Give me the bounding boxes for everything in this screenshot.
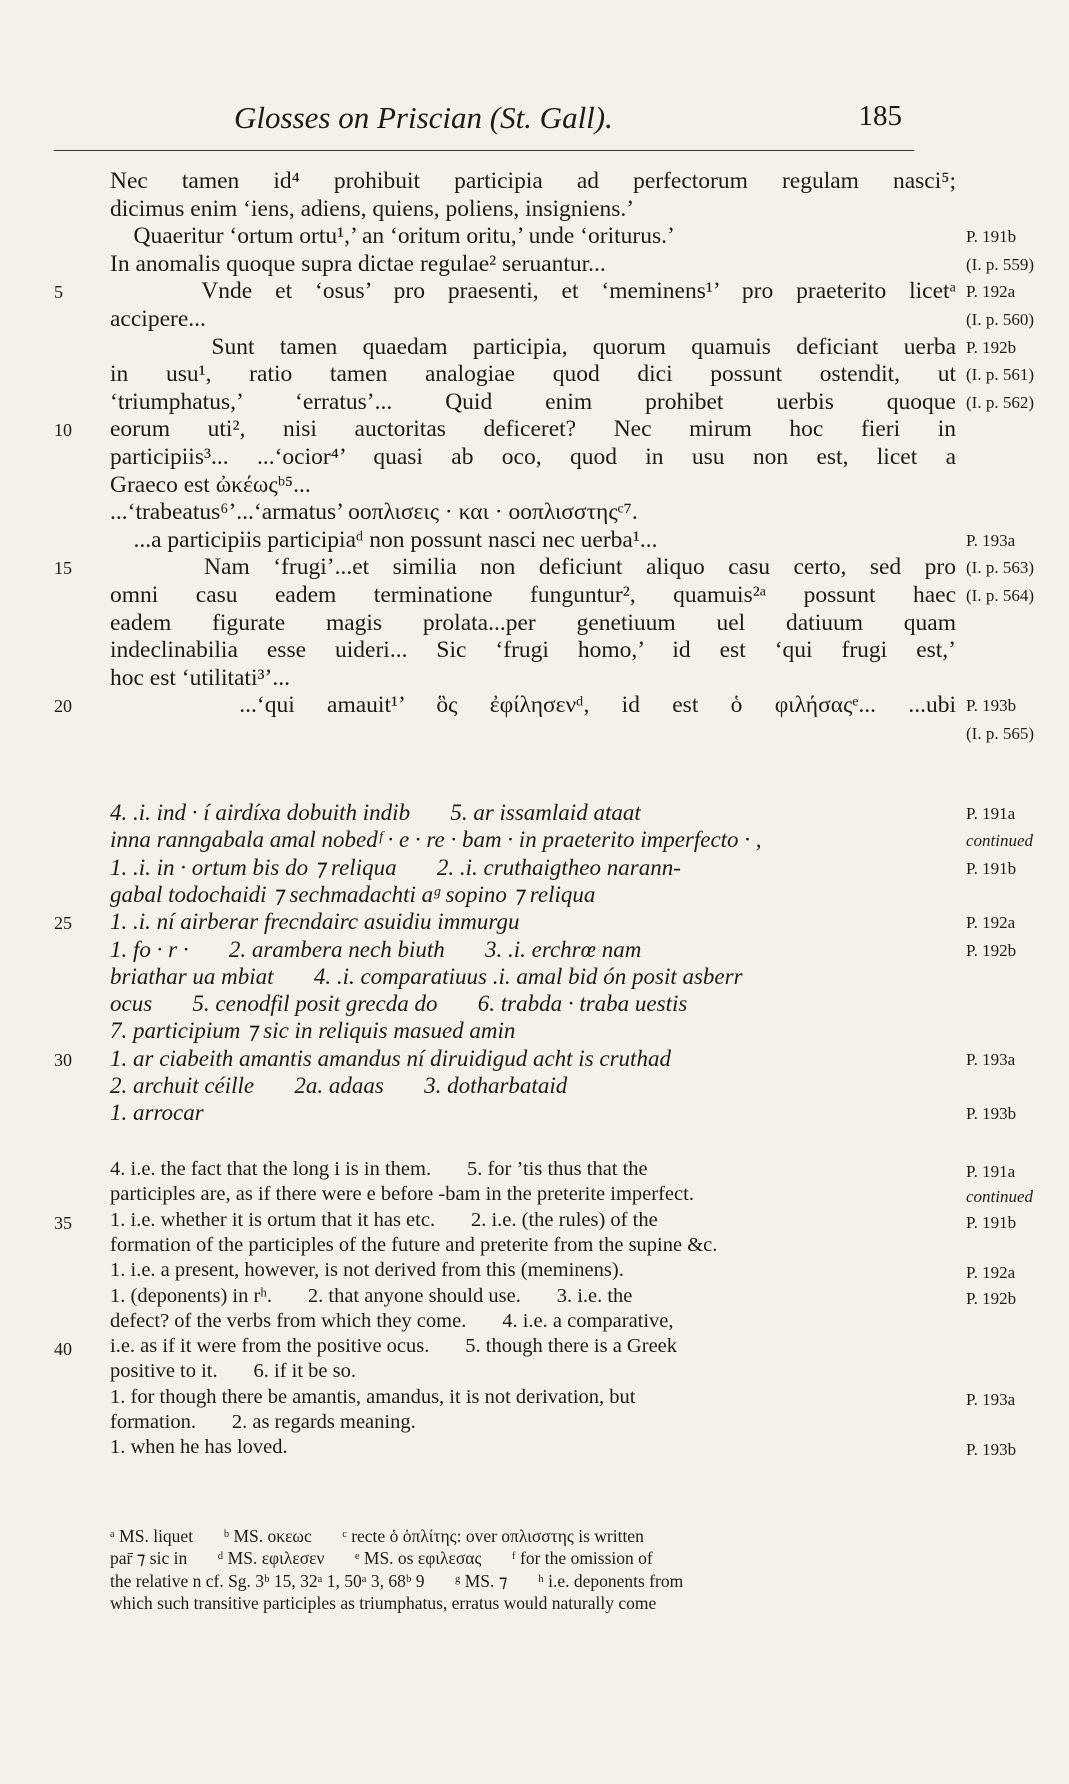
margin-reference: P. 193a bbox=[966, 1389, 1016, 1409]
line-text: ...‘trabeatus⁶’...‘armatus’ οοπλισεις · και · οοπλισστηςᶜ⁷. bbox=[110, 499, 638, 526]
margin-reference: P. 191b bbox=[966, 227, 1017, 247]
line-text: 1. .i. in · ortum bis do ⁊ reliqua 2. .i. cruthaigtheo narann- bbox=[110, 854, 681, 880]
line-text: ‘triumphatus,’ ‘erratus’... Quid enim prohibet uerbis quoque bbox=[110, 388, 956, 415]
line-text: 4. .i. ind · í airdíxa dobuith indib 5. ar issamlaid ataat bbox=[110, 800, 641, 825]
line-text: 4. i.e. the fact that the long i is in them. 5. for ’tis thus that the bbox=[110, 1158, 648, 1180]
line-number: 5 bbox=[54, 282, 63, 303]
line-text: dicimus enim ‘iens, adiens, quiens, poliens, insigniens.’ bbox=[110, 195, 635, 222]
margin-reference: P. 192b bbox=[966, 337, 1017, 357]
line-text: eadem figurate magis prolata...per genetiuum uel datiuum quam bbox=[110, 609, 956, 636]
margin-reference: P. 192a bbox=[966, 913, 1016, 933]
line-text: ...a participiis participiaᵈ non possunt nasci nec uerba¹... bbox=[110, 526, 658, 553]
line-text: formation of the participles of the future and preterite from the supine &c. bbox=[110, 1233, 718, 1256]
margin-reference: P. 192a bbox=[966, 1263, 1016, 1283]
margin-reference: P. 191a bbox=[966, 804, 1016, 823]
line-text: i.e. as if it were from the positive ocus. 5. though there is a Greek bbox=[110, 1335, 678, 1358]
line-text: Nam ‘frugi’...et similia non deficiunt aliquo casu certo, sed pro bbox=[110, 554, 956, 581]
running-header bbox=[54, 100, 914, 144]
line-text: 2. archuit céille 2a. adaas 3. dotharbataid bbox=[110, 1073, 568, 1098]
margin-reference: continued bbox=[966, 831, 1034, 851]
line-text: Nec tamen id⁴ prohibuit participia ad perfectorum regulam nasci⁵; bbox=[110, 168, 956, 194]
line-text: Graeco est ὠκέωςᵇ⁵... bbox=[110, 471, 311, 498]
margin-reference: (I. p. 560) bbox=[966, 310, 1034, 329]
line-text: ᵃ MS. liquet ᵇ MS. οκεωc ᶜ recte ὁ ὁπλίτης: over οπλισστης is written bbox=[110, 1526, 644, 1546]
line-text: 1. arrocar bbox=[110, 1100, 204, 1126]
line-text: indeclinabilia esse uideri... Sic ‘frugi homo,’ id est ‘qui frugi est,’ bbox=[110, 637, 956, 664]
line-text: In anomalis quoque supra dictae regulae² seruantur... bbox=[110, 250, 606, 277]
margin-reference: (I. p. 563) bbox=[966, 558, 1034, 578]
line-text: inna ranngabala amal nobedᶠ · e · re · bam · in praeterito imperfecto · , bbox=[110, 827, 762, 853]
line-text: Vnde et ‘osus’ pro praesenti, et ‘meminens¹’ pro praeterito licetᵃ bbox=[110, 278, 956, 305]
line-text: 1. (deponents) in rʰ. 2. that anyone should use. 3. i.e. the bbox=[110, 1284, 633, 1307]
margin-reference: continued bbox=[966, 1187, 1034, 1207]
margin-reference: (I. p. 565) bbox=[966, 724, 1034, 743]
margin-reference: (I. p. 562) bbox=[966, 392, 1034, 412]
line-number: 25 bbox=[54, 913, 72, 934]
line-text: eorum uti², nisi auctoritas deficeret? Nec mirum hoc fieri in bbox=[110, 416, 956, 443]
line-number: 15 bbox=[54, 558, 72, 579]
line-number: 30 bbox=[54, 1049, 72, 1070]
line-text: positive to it. 6. if it be so. bbox=[110, 1360, 356, 1383]
line-text: par̄ ⁊ sic in ᵈ MS. εφιλεσεν ᵉ MS. os εφιλεσας ᶠ for the omission of bbox=[110, 1548, 653, 1569]
line-text: 1. i.e. a present, however, is not derived from this (meminens). bbox=[110, 1259, 624, 1282]
line-number: 35 bbox=[54, 1212, 72, 1233]
margin-reference: P. 191b bbox=[966, 1212, 1017, 1232]
margin-reference: P. 193a bbox=[966, 1049, 1016, 1069]
margin-reference: P. 193a bbox=[966, 530, 1016, 550]
line-number: 40 bbox=[54, 1339, 72, 1360]
line-text: 7. participium ⁊ sic in reliquis masued amin bbox=[110, 1018, 516, 1044]
running-head-title: Glosses on Priscian (St. Gall). bbox=[234, 100, 613, 135]
line-text: formation. 2. as regards meaning. bbox=[110, 1411, 416, 1433]
margin-reference: P. 193b bbox=[966, 1440, 1017, 1460]
margin-reference: (I. p. 559) bbox=[966, 254, 1034, 274]
line-text: briathar ua mbiat 4. .i. comparatiuus .i. amal bid ón posit asberr bbox=[110, 963, 743, 989]
line-number: 20 bbox=[54, 696, 72, 717]
line-text: accipere... bbox=[110, 306, 206, 332]
margin-reference: (I. p. 564) bbox=[966, 586, 1034, 605]
line-text: defect? of the verbs from which they come. 4. i.e. a comparative, bbox=[110, 1309, 674, 1332]
line-text: 1. ar ciabeith amantis amandus ní diruidigud acht is cruthad bbox=[110, 1045, 671, 1071]
line-text: 1. i.e. whether it is ortum that it has etc. 2. i.e. (the rules) of the bbox=[110, 1208, 658, 1231]
line-text: which such transitive participles as triumphatus, erratus would naturally come bbox=[110, 1593, 657, 1614]
line-text: 1. fo · r · 2. arambera nech biuth 3. .i. erchrœ nam bbox=[110, 936, 642, 962]
line-text: Quaeritur ‘ortum ortu¹,’ an ‘oritum oritu,’ unde ‘oriturus.’ bbox=[110, 223, 675, 250]
line-text: gabal todochaidi ⁊ sechmadachti aᵍ sopino ⁊ reliqua bbox=[110, 881, 596, 907]
line-text: 1. for though there be amantis, amandus, it is not derivation, but bbox=[110, 1385, 636, 1408]
margin-reference: (I. p. 561) bbox=[966, 365, 1034, 385]
line-text: participiis³... ...‘ocior⁴’ quasi ab oco, quod in usu non est, licet a bbox=[110, 444, 956, 470]
header-rule bbox=[54, 150, 914, 151]
line-text: Sunt tamen quaedam participia, quorum quamuis deficiant uerba bbox=[110, 333, 956, 360]
margin-reference: P. 192b bbox=[966, 940, 1017, 960]
line-text: in usu¹, ratio tamen analogiae quod dici possunt ostendit, ut bbox=[110, 361, 956, 388]
margin-reference: P. 193b bbox=[966, 696, 1017, 716]
margin-reference: P. 191a bbox=[966, 1162, 1016, 1181]
line-number: 10 bbox=[54, 420, 72, 441]
line-text: participles are, as if there were e before -bam in the preterite imperfect. bbox=[110, 1183, 694, 1206]
line-text: the relative n cf. Sg. 3ᵇ 15, 32ᵃ 1, 50ᵃ 3, 68ᵇ 9 ᵍ MS. ⁊ ʰ i.e. deponents from bbox=[110, 1570, 684, 1591]
line-text: omni casu eadem terminatione funguntur², quamuis²ᵃ possunt haec bbox=[110, 582, 956, 608]
line-text: ocus 5. cenodfil posit grecda do 6. trabda · traba uestis bbox=[110, 991, 688, 1017]
line-text: 1. .i. ní airberar frecndairc asuidiu immurgu bbox=[110, 909, 520, 935]
margin-reference: P. 192a bbox=[966, 282, 1016, 302]
line-text: hoc est ‘utilitati³’... bbox=[110, 664, 290, 691]
margin-reference: P. 193b bbox=[966, 1104, 1017, 1124]
margin-reference: P. 192b bbox=[966, 1288, 1017, 1308]
line-text: ...‘qui amauit¹’ ὃς ἐφίλησενᵈ, id est ὁ φιλήσαςᵉ... ...ubi bbox=[110, 692, 956, 719]
margin-reference: P. 191b bbox=[966, 858, 1017, 878]
line-text: 1. when he has loved. bbox=[110, 1436, 288, 1459]
page-number: 185 bbox=[858, 100, 902, 132]
